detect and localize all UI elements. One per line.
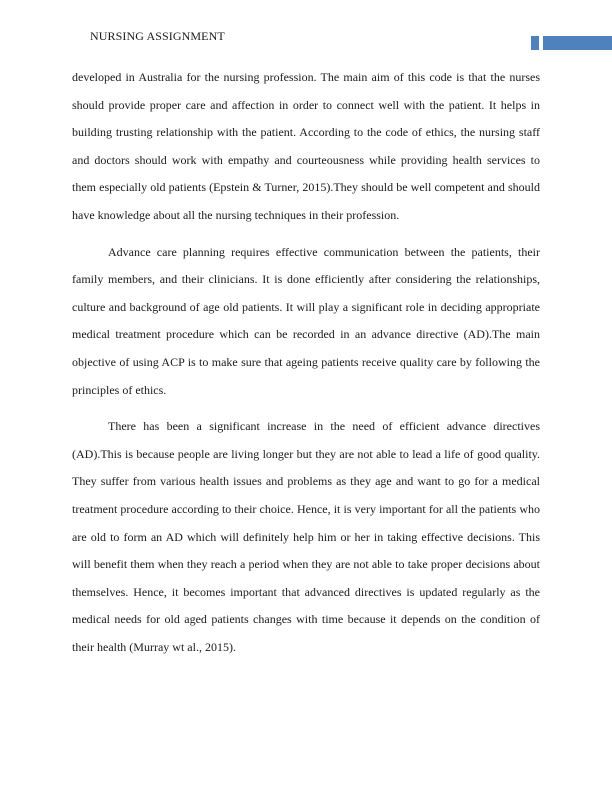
- header-accent-bar-large: [543, 36, 612, 50]
- paragraph-continuation: developed in Australia for the nursing profession. The main aim of this code is that the nurses should provide proper care and affection in order to connect well with the patient. It helps in building trusting relationship with the patient. According to the code of ethics, the nursing staff and doctors should work with empathy and courteousness while providing health services to them especially old patients (Epstein & Turner, 2015).They should be well competent and should have knowledge about all the nursing techniques in their profession.: [72, 70, 540, 222]
- paragraph-advance-directives: There has been a significant increase in the need of efficient advance directives (AD).This is because people are living longer but they are not able to lead a life of good quality. They suffer from various health issues and problems as they age and want to go for a medical treatment procedure according to their choice. Hence, it is very important for all the patients who are old to form an AD which will definitely help him or her in taking effective decisions. This will benefit them when they reach a period when they are not able to take proper decisions about themselves. Hence, it becomes important that advanced directives is updated regularly as the medical needs for old aged patients changes with time because it depends on the condition of their health (Murray wt al., 2015).: [72, 419, 540, 654]
- page-header: [0, 0, 612, 60]
- header-title: NURSING ASSIGNMENT: [90, 29, 225, 43]
- header-accent-bar-small: [531, 36, 539, 50]
- document-body: [72, 64, 540, 670]
- paragraph-advance-care-planning: Advance care planning requires effective communication between the patients, their family members, and their clinicians. It is done efficiently after considering the relationships, culture and background of age old patients. It will play a significant role in deciding appropriate medical treatment procedure which can be recorded in an advance directive (AD).The main objective of using ACP is to make sure that ageing patients receive quality care by following the principles of ethics.: [72, 244, 540, 397]
